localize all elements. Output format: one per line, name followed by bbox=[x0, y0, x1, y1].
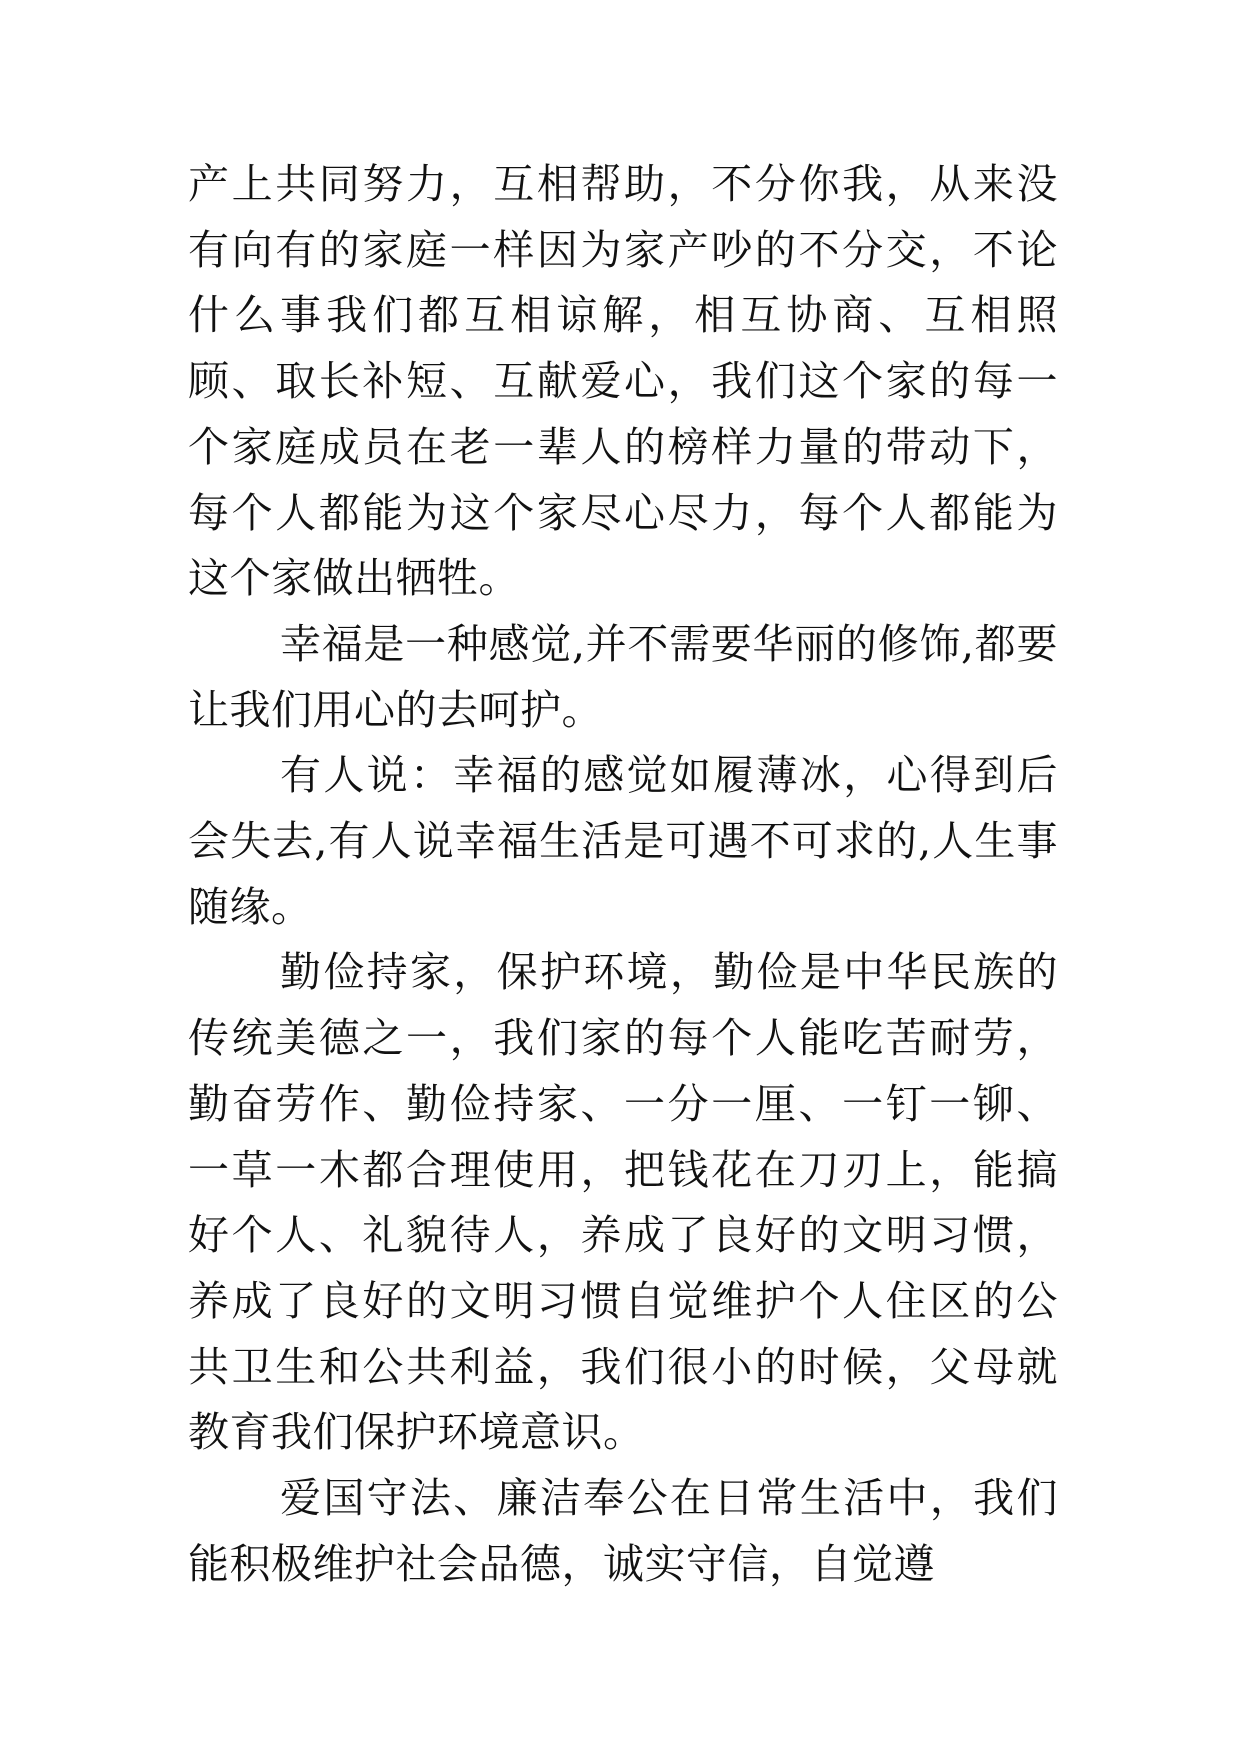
body-text bbox=[188, 152, 1058, 1597]
paragraph-family-effort: 产上共同努力，互相帮助，不分你我，从来没有向有的家庭一样因为家产吵的不分交，不论什么事我们都互相谅解，相互协商、互相照顾、取长补短、互献爱心，我们这个家的每一个家庭成员在老一辈人的榜样力量的带动下，每个人都能为这个家尽心尽力，每个人都能为这个家做出牺牲。 bbox=[188, 160, 1058, 603]
paragraph-some-say: 有人说：幸福的感觉如履薄冰，心得到后会失去,有人说幸福生活是可遇不可求的,人生事随缘。 bbox=[188, 751, 1058, 931]
paragraph-happiness-feeling: 幸福是一种感觉,并不需要华丽的修饰,都要让我们用心的去呵护。 bbox=[188, 619, 1058, 734]
paragraph-patriotism-law: 爱国守法、廉洁奉公在日常生活中，我们能积极维护社会品德，诚实守信，自觉遵 bbox=[188, 1474, 1058, 1588]
paragraph-thrift-environment: 勤俭持家，保护环境，勤俭是中华民族的传统美德之一，我们家的每个人能吃苦耐劳，勤奋劳作、勤俭持家、一分一厘、一钉一铆、一草一木都合理使用，把钱花在刀刃上，能搞好个人、礼貌待人，养成了良好的文明习惯，养成了良好的文明习惯自觉维护个人住区的公共卫生和公共利益，我们很小的时候，父母就教育我们保护环境意识。 bbox=[188, 948, 1058, 1457]
